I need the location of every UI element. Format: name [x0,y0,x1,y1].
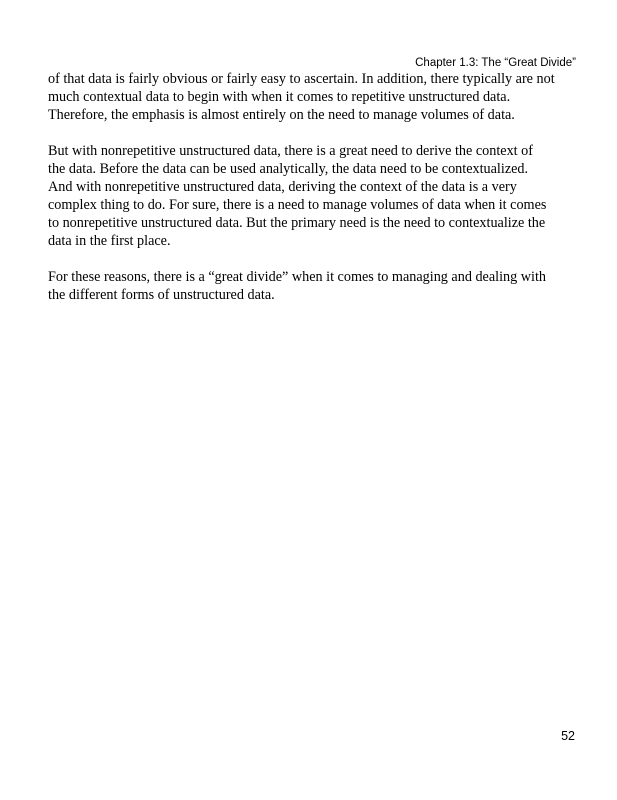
text-line: Therefore, the emphasis is almost entirely on the need to manage volumes of data. [48,107,515,123]
text-line: For these reasons, there is a “great divide” when it comes to managing and dealing with [48,269,546,285]
running-head: Chapter 1.3: The “Great Divide” [415,57,576,69]
text-line: the data. Before the data can be used analytically, the data need to be contextualized. [48,161,529,177]
page-number: 52 [561,729,575,743]
paragraph-2 [48,142,578,250]
text-line: much contextual data to begin with when it comes to repetitive unstructured data. [48,89,511,105]
text-line: of that data is fairly obvious or fairly easy to ascertain. In addition, there typically are not [48,71,555,87]
text-line: the different forms of unstructured data. [48,287,275,303]
text-line: to nonrepetitive unstructured data. But the primary need is the need to contextualize the [48,215,546,231]
body-text [48,70,578,322]
text-line: complex thing to do. For sure, there is a need to manage volumes of data when it comes [48,197,547,213]
paragraph-3 [48,268,578,304]
paragraph-1 [48,70,578,124]
text-line: But with nonrepetitive unstructured data, there is a great need to derive the context of [48,143,533,159]
text-line: And with nonrepetitive unstructured data, deriving the context of the data is a very [48,179,517,195]
text-line: data in the first place. [48,233,171,249]
